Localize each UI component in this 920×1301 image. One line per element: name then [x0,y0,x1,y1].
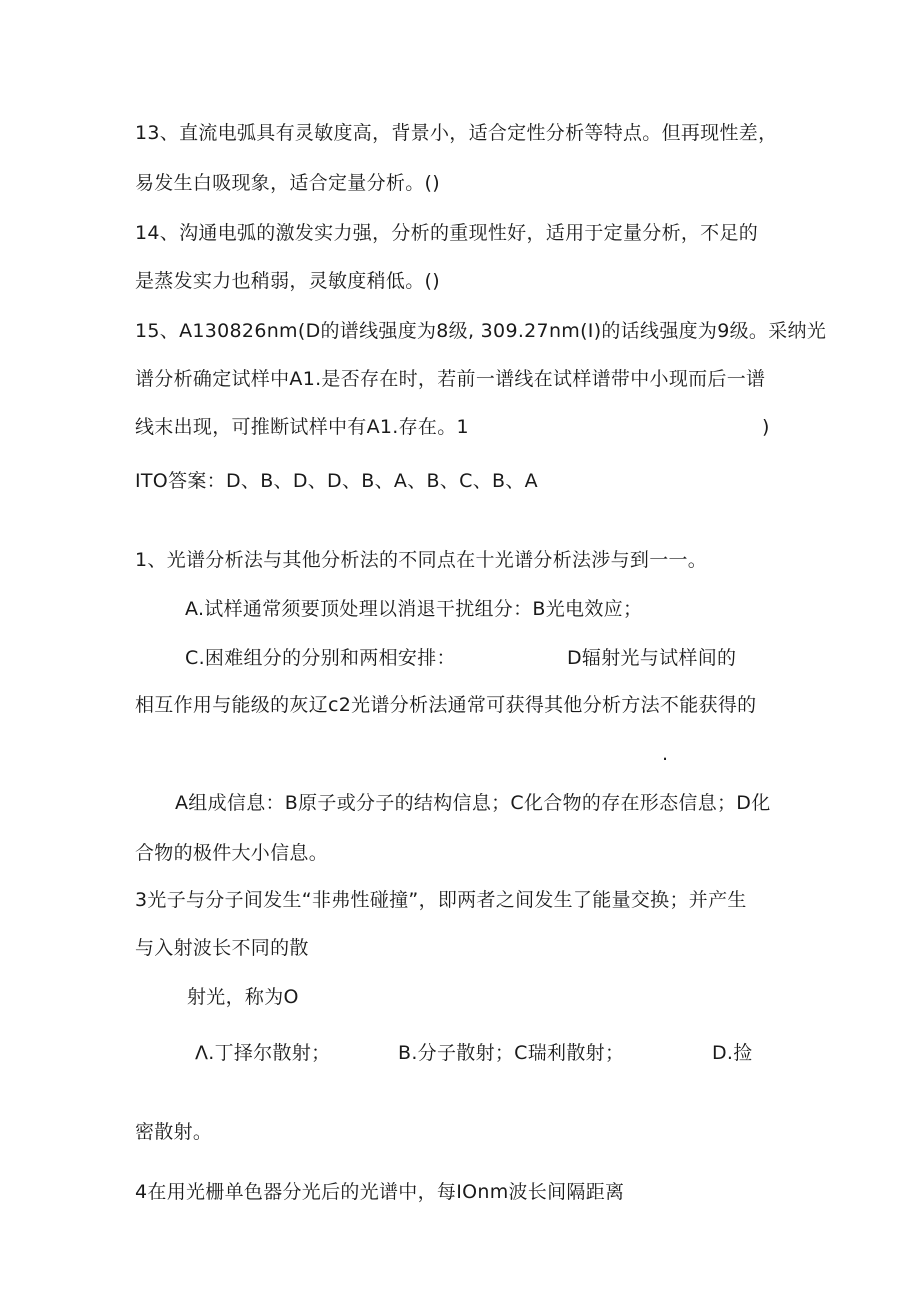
q15-line-1: 15、A130826nm(D的谱线强度为8级, 309.27nm(I)的话线强度为9级。采纳光 [135,320,827,342]
q2-blank-dot: . [662,743,669,765]
q15-close-paren: ) [762,416,770,438]
q1-option-d: D辐射光与试样间的 [567,647,737,669]
q1-stem: 1、光谱分析法与其他分析法的不同点在十光谱分析法涉与到一一。 [135,549,708,571]
answer-key: ITO答案：D、B、D、D、B、A、B、C、B、A [135,470,538,492]
q1-q2-continuation: 相互作用与能级的灰辽c2光谱分析法通常可获得其他分析方法不能获得的 [135,694,757,716]
q4-stem: 4在用光栅单色器分光后的光谱中，每IOnm波长间隔距离 [135,1181,625,1203]
q3-options-bc: B.分子散射；C瑞利散射； [398,1042,625,1064]
q3-stem-line-2: 与入射波长不同的散 [135,937,309,959]
q13-line-2: 易发生白吸现象，适合定量分析。() [135,172,440,194]
q3-stem-line-3: 射光，称为O [187,986,299,1008]
q1-option-c: C.困难组分的分别和两相安排： [185,647,456,669]
q15-line-3: 线末出现，可推断试样中有A1.存在。1 [135,416,469,438]
q3-option-a: Λ.丁择尔散射； [195,1042,331,1064]
q2-options-line-1: A组成信息：B原子或分子的结构信息；C化合物的存在形态信息；D化 [175,792,771,814]
q1-options-ab: A.试样通常须要顶处理以消退干扰组分：B光电效应； [185,598,643,620]
q3-stem-line-1: 3光子与分子间发生“非弗性碰撞”，即两者之间发生了能量交换；并产生 [135,889,747,911]
q3-option-d: D.捡 [712,1042,753,1064]
q2-options-line-2: 合物的极件大小信息。 [135,842,329,864]
q3-option-d-cont: 密散射。 [135,1121,213,1143]
q15-line-2: 谱分析确定试样中A1.是否存在时，若前一谱线在试样谱带中小现而后一谱 [135,368,766,390]
q13-line-1: 13、直流电弧具有灵敏度高，背景小，适合定性分析等特点。但再现性差， [135,122,778,144]
q14-line-1: 14、沟通电弧的激发实力强，分析的重现性好，适用于定量分析，不足的 [135,222,759,244]
q14-line-2: 是蒸发实力也稍弱，灵敏度稍低。() [135,270,440,292]
